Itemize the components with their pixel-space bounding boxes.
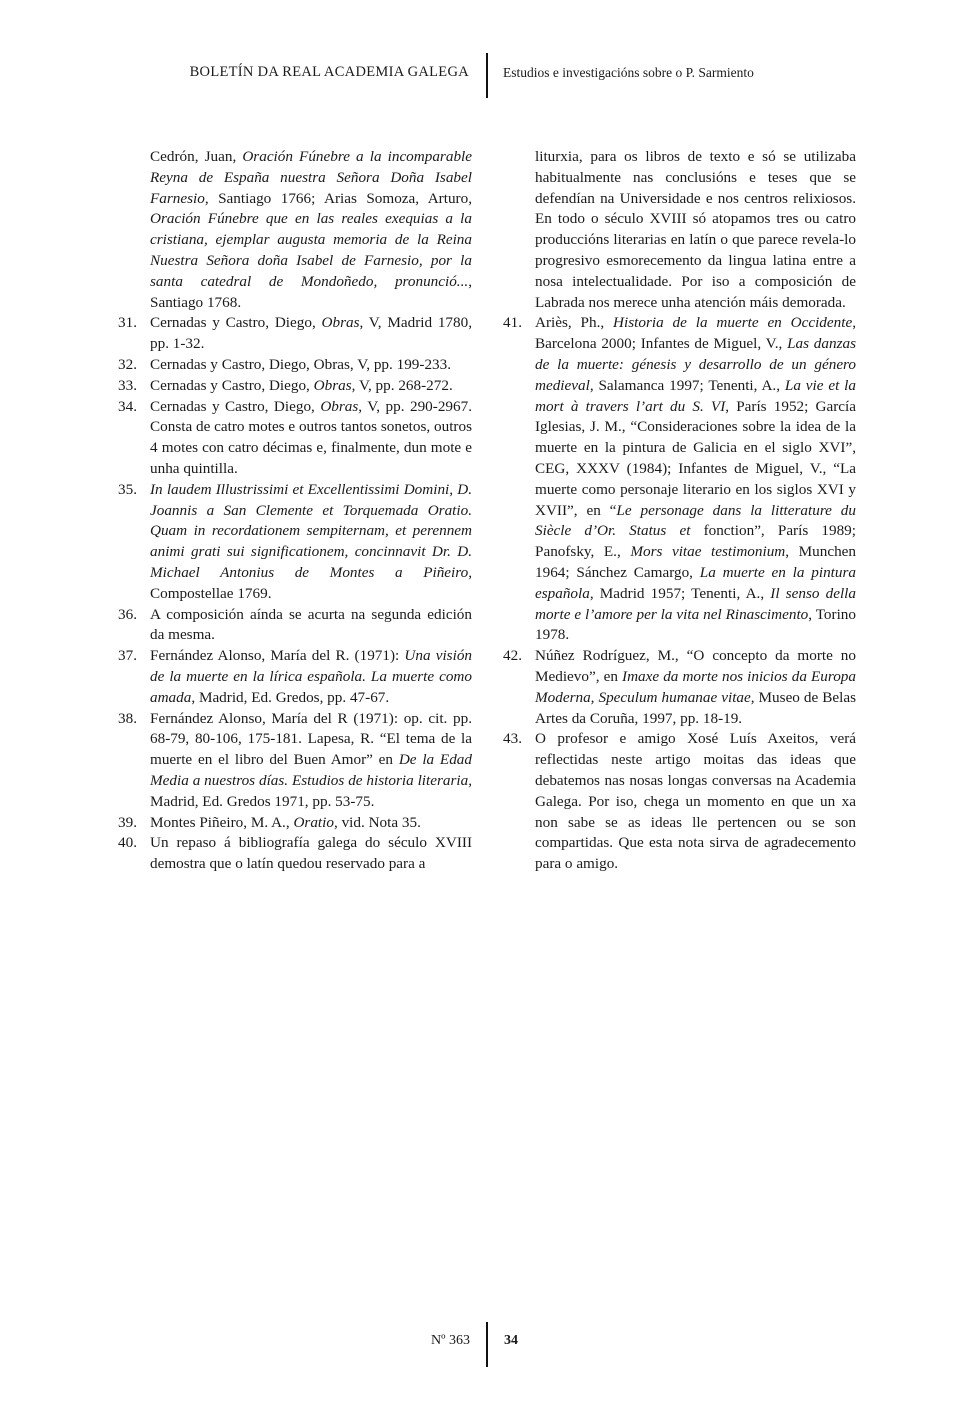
footnote-32 (118, 355, 472, 376)
footnote-body: Cernadas y Castro, Diego, Obras, V, pp. 268-272. (150, 376, 453, 394)
footnote-33 (118, 376, 472, 397)
footnote-37 (118, 646, 472, 708)
footnote-body: Ariès, Ph., Historia de la muerte en Occidente, Barcelona 2000; Infantes de Miguel, V., Las danzas de la muerte: génesis y desarrollo de un género medieval, Salamanca 1997; Tenenti, A., La vie et la mort à travers l’art du S. VI, París 1952; García Iglesias, J. M., “Consideraciones sobre la idea de la muerte en la pintura de Galicia en el siglo XVI”, CEG, XXXV (1984); Infantes de Miguel, V., “La muerte como personaje literario en los siglos XVI y XVII”, en “Le personage dans la litterature du Siècle d’Or. Status et fonction”, París 1989; Panofsky, E., Mors vitae testimonium, Munchen 1964; Sánchez Camargo, La muerte en la pintura española, Madrid 1957; Tenenti, A., Il senso della morte e l’amore per la vita nel Rinascimento, Torino 1978. (535, 314, 856, 644)
footnote-41 (503, 313, 856, 646)
footnote-number: 34. (118, 397, 137, 415)
page-number: 34 (504, 1333, 518, 1348)
footnote-34 (118, 397, 472, 480)
footnote-body: O profesor e amigo Xosé Luís Axeitos, verá reflectidas neste artigo moitas das ideas que debatemos nas nosas longas conversas na Academia Galega. Por iso, chega un momento en que un xa non sabe se as ideas lle pertencen ou se son compartidas. Que esta nota sirva de agradecemento para o amigo. (535, 730, 856, 873)
footnote-body: Cedrón, Juan, Oración Fúnebre a la incomparable Reyna de España nuestra Señora Doña Isabel Farnesio, Santiago 1766; Arias Somoza, Arturo, Oración Fúnebre que en las reales exequias a la cristiana, ejemplar augusta memoria de la Reina Nuestra Señora doña Isabel de Farnesio, por la santa catedral de Mondoñedo, pronunció..., Santiago 1768. (150, 148, 472, 311)
footnotes-left-column (118, 147, 472, 875)
footnote-body: Cernadas y Castro, Diego, Obras, V, pp. 199-233. (150, 355, 452, 373)
footnote-body: Montes Piñeiro, M. A., Oratio, vid. Nota 35. (150, 813, 421, 831)
footnote-42 (503, 646, 856, 729)
issue-number: Nº 363 (431, 1333, 470, 1348)
footnote-number: 36. (118, 605, 137, 623)
section-title: Estudios e investigacións sobre o P. Sarmiento (503, 65, 754, 80)
footnote-number: 37. (118, 647, 137, 665)
footnote-number: 43. (503, 730, 522, 748)
footer-divider (486, 1322, 488, 1367)
footnote-number: 41. (503, 314, 522, 332)
footnote-number: 31. (118, 314, 137, 332)
footnote-38 (118, 709, 472, 813)
footnote-body: Fernández Alonso, María del R. (1971): Una visión de la muerte en la lírica española. La muerte como amada, Madrid, Ed. Gredos, pp. 47-67. (150, 647, 473, 706)
footnote-40-continuation (503, 147, 856, 313)
footnote-body: Un repaso á bibliografía galega do século XVIII demostra que o latín quedou reservado para a (150, 834, 472, 873)
footnote-number: 35. (118, 480, 137, 498)
footnote-body: Fernández Alonso, María del R (1971): op. cit. pp. 68-79, 80-106, 175-181. Lapesa, R. “El tema de la muerte en el libro del Buen Amor” en De la Edad Media a nuestros días. Estudios de historia literaria, Madrid, Ed. Gredos 1971, pp. 53-75. (150, 709, 472, 810)
footnote-number: 38. (118, 709, 137, 727)
footnote-body: Núñez Rodríguez, M., “O concepto da morte no Medievo”, en Imaxe da morte nos inicios da Europa Moderna, Speculum humanae vitae, Museo de Belas Artes da Coruña, 1997, pp. 18-19. (535, 647, 856, 727)
footnote-body: Cernadas y Castro, Diego, Obras, V, pp. 290-2967. Consta de catro motes e outros tantos sonetos, outros 4 motes con catro décimas e, finalmente, dun mote e unha quintilla. (150, 397, 472, 477)
footnote-39 (118, 813, 472, 834)
header-divider (486, 53, 488, 98)
journal-title: BOLETÍN DA REAL ACADEMIA GALEGA (189, 64, 469, 80)
footnote-number: 39. (118, 813, 137, 831)
footnote-36 (118, 605, 472, 647)
footnote-40 (118, 833, 472, 875)
footnote-body: liturxia, para os libros de texto e só se utilizaba habitualmente nas conclusións e teses que se defendían na Universidade e nos centros relixiosos. En todo o século XVIII só atopamos tres ou catro produccións literarias en latín o que parece revela-lo progresivo esmorecemento da lingua latina entre a nosa intelectualidade. Por iso a composición de Labrada nos merece unha atención máis demorada. (535, 148, 856, 311)
footnote-body: Cernadas y Castro, Diego, Obras, V, Madrid 1780, pp. 1-32. (150, 314, 472, 353)
footnote-number: 33. (118, 376, 137, 394)
footnote-35 (118, 480, 472, 605)
footnote-31 (118, 313, 472, 355)
footnote-43 (503, 729, 856, 875)
footnote-30-continuation (118, 147, 472, 313)
footnote-body: A composición aínda se acurta na segunda edición da mesma. (150, 605, 472, 644)
footnote-body: In laudem Illustrissimi et Excellentissimi Domini, D. Joannis a San Clemente et Torquemada Oratio. Quam in recordationem sempiternam, et perennem animi grati sui significationem, concinnavit Dr. D. Michael Antonius de Montes a Piñeiro, Compostellae 1769. (150, 480, 472, 602)
footnote-number: 42. (503, 647, 522, 665)
footnote-number: 40. (118, 834, 137, 852)
footnote-number: 32. (118, 355, 137, 373)
footnotes-right-column (503, 147, 856, 875)
